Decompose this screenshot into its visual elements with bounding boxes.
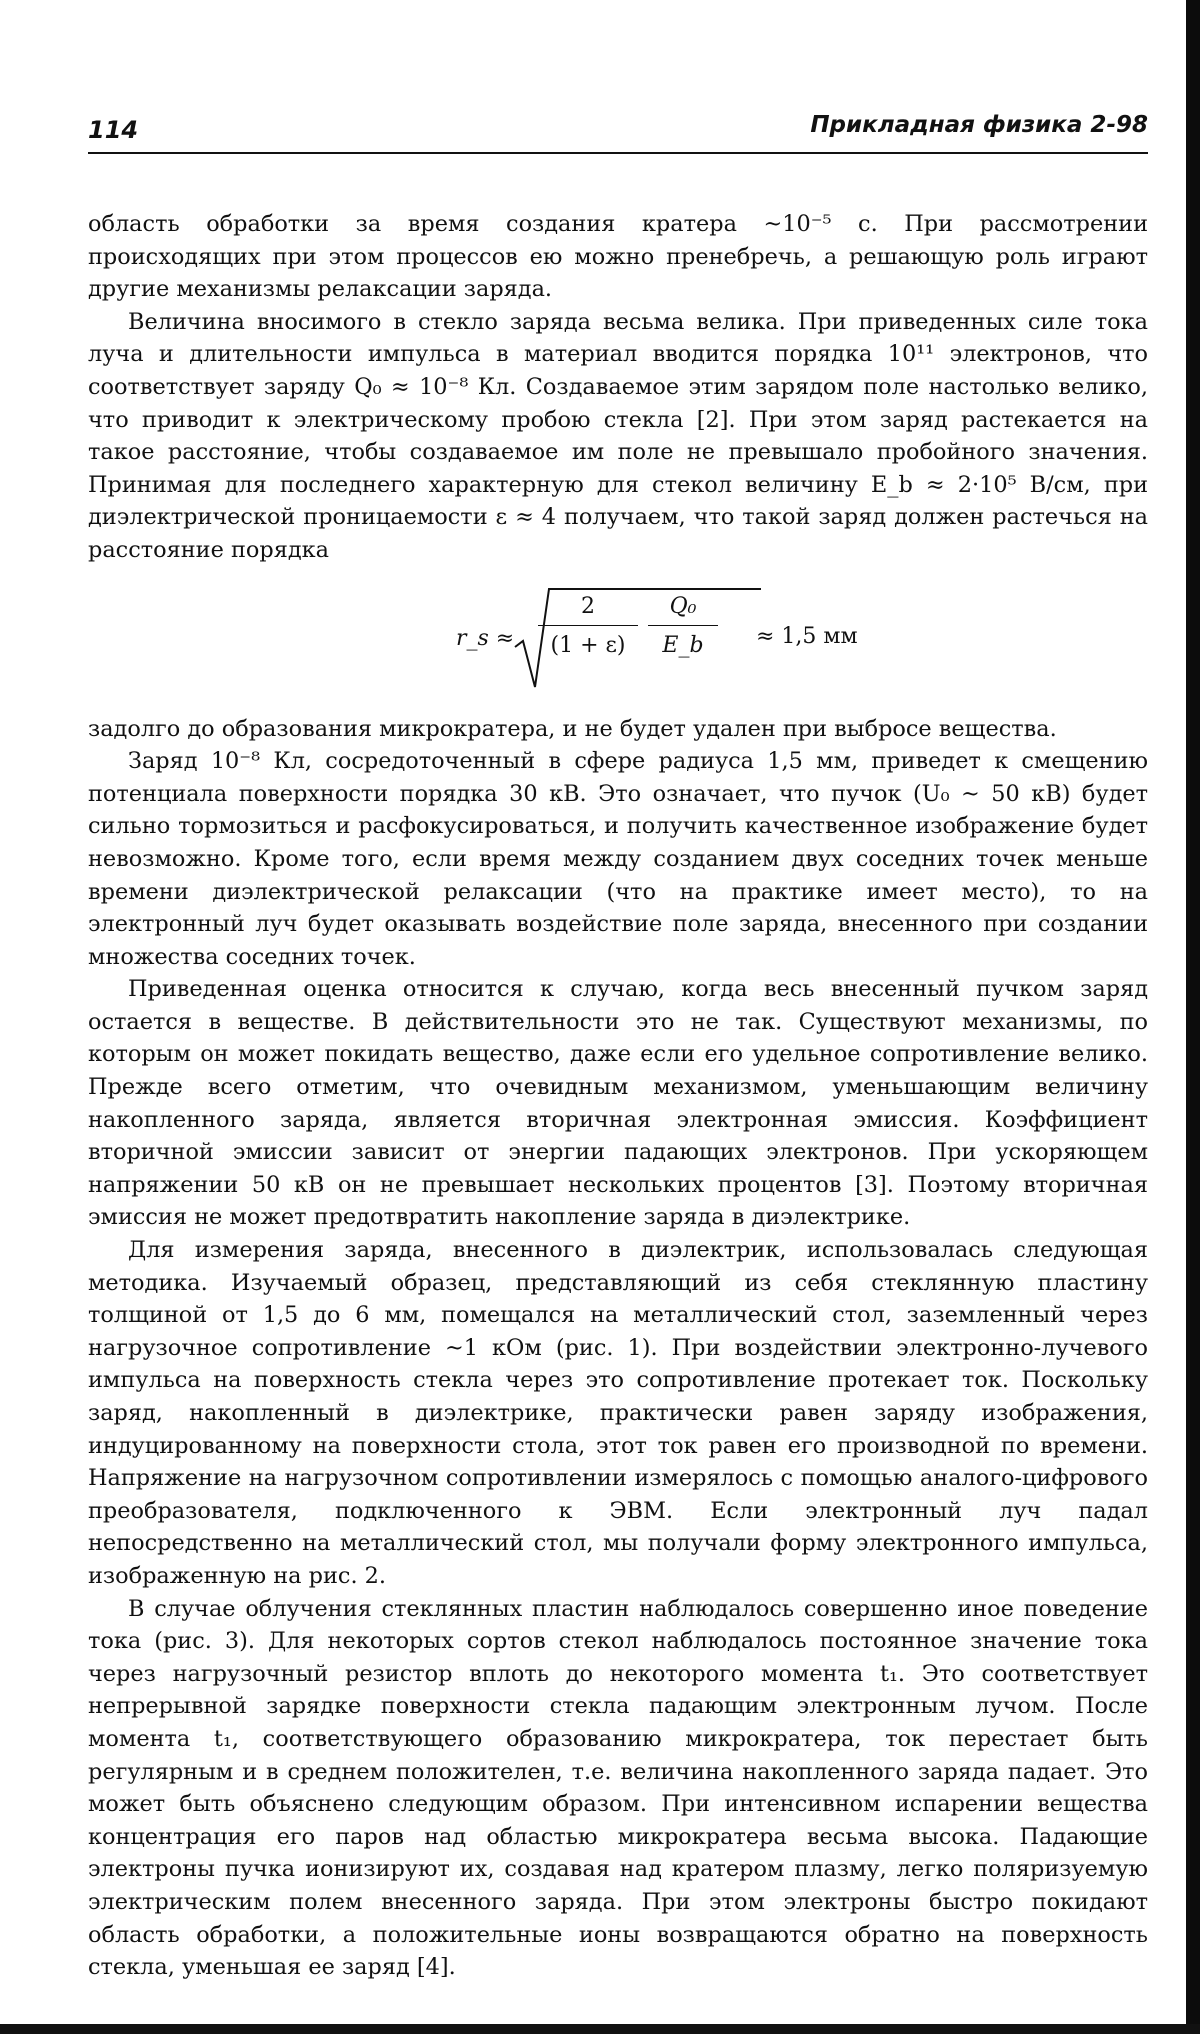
paragraph-7: В случае облучения стеклянных пластин наблюдалось совершенно иное поведение тока (рис. 3). Для некоторых сортов стекол наблюдалось постоянное значение тока через нагрузочный резистор вплоть до некоторого момента t₁. Это соответствует непрерывной зарядке поверхности стекла падающим электронным лучом. После момента t₁, соответствующего образованию микрократера, ток перестает быть регулярным и в среднем положителен, т.е. величина накопленного заряда падает. Это может быть объяснено следующим образом. При интенсивном испарении вещества концентрация его паров над областью микрократера весьма высока. Падающие электроны пучка ионизируют их, создавая над кратером плазму, легко поляризуемую электрическим полем внесенного заряда. При этом электроны быстро покидают область обработки, а положительные ионы возвращаются обратно на поверхность стекла, уменьшая ее заряд [4]. <box>88 1595 1148 1981</box>
formula-lhs: r_s ≈ <box>456 625 515 651</box>
formula-rhs: ≈ 1,5 мм <box>756 623 858 649</box>
fraction-1-denominator: (1 + ε) <box>550 633 626 659</box>
running-title: Прикладная физика 2-98 <box>810 112 1148 138</box>
paragraph-5: Приведенная оценка относится к случаю, когда весь внесенный пучком заряд остается в веществе. В действительности это не так. Существуют механизмы, по которым он может покидать вещество, даже если его удельное сопротивление велико. Прежде всего отметим, что очевидным механизмом, уменьшающим величину накопленного заряда, является вторичная электронная эмиссия. Коэффициент вторичной эмиссии зависит от энергии падающих электронов. При ускоряющем напряжении 50 кВ он не превышает нескольких процентов [3]. Поэтому вторичная эмиссия не может предотвратить накопление заряда в диэлектрике. <box>88 976 1148 1231</box>
paragraph-1: область обработки за время создания кратера ~10⁻⁵ с. При рассмотрении происходящих при этом процессов ею можно пренебречь, а решающую роль играют другие механизмы релаксации заряда. <box>88 211 1148 303</box>
page-number: 114 <box>88 116 139 144</box>
paragraph-2: Величина вносимого в стекло заряда весьма велика. При приведенных силе тока луча и длительности импульса в материал вводится порядка 10¹¹ электронов, что соответствует заряду Q₀ ≈ 10⁻⁸ Кл. Создаваемое этим зарядом поле настолько велико, что приводит к электрическому пробою стекла [2]. При этом заряд растекается на такое расстояние, чтобы создаваемое им поле не превышало пробойного значения. Принимая для последнего характерную для стекол величину E_b ≈ 2·10⁵ В/см, при диэлектрической проницаемости ε ≈ 4 получаем, что такой заряд должен растечься на расстояние порядка <box>88 308 1148 563</box>
paragraph-4: Заряд 10⁻⁸ Кл, сосредоточенный в сфере радиуса 1,5 мм, приведет к смещению потенциала поверхности порядка 30 кВ. Это означает, что пучок (U₀ ~ 50 кВ) будет сильно тормозиться и расфокусироваться, и получить качественное изображение будет невозможно. Кроме того, если время между созданием двух соседних точек меньше времени диэлектрической релаксации (что на практике имеет место), то на электронный луч будет оказывать воздействие поле заряда, внесенного при создании множества соседних точек. <box>88 748 1148 970</box>
paragraph-3: задолго до образования микрократера, и не будет удален при выбросе вещества. <box>88 715 1057 742</box>
fraction-2 <box>648 591 718 663</box>
fraction-1-numerator: 2 <box>538 591 638 627</box>
scan-edge-bottom <box>0 2024 1200 2034</box>
article-body <box>88 208 1148 1984</box>
fraction-2-numerator: Q₀ <box>648 591 718 627</box>
scan-edge-right <box>1186 0 1200 2034</box>
formula-rs <box>88 575 1148 707</box>
fraction-1 <box>538 591 638 663</box>
page-header <box>88 112 1148 154</box>
fraction-2-denominator: E_b <box>662 633 704 659</box>
paragraph-6: Для измерения заряда, внесенного в диэлектрик, использовалась следующая методика. Изучаемый образец, представляющий из себя стеклянную пластину толщиной от 1,5 до 6 мм, помещался на металлический стол, заземленный через нагрузочное сопротивление ~1 кОм (рис. 1). При воздействии электронно-лучевого импульса на поверхность стекла через это сопротивление протекает ток. Поскольку заряд, накопленный в диэлектрике, практически равен заряду изображения, индуцированному на поверхности стола, этот ток равен его производной по времени. Напряжение на нагрузочном сопротивлении измерялось с помощью аналого-цифрового преобразователя, подключенного к ЭВМ. Если электронный луч падал непосредственно на металлический стол, мы получали форму электронного импульса, изображенную на рис. 2. <box>88 1237 1148 1589</box>
